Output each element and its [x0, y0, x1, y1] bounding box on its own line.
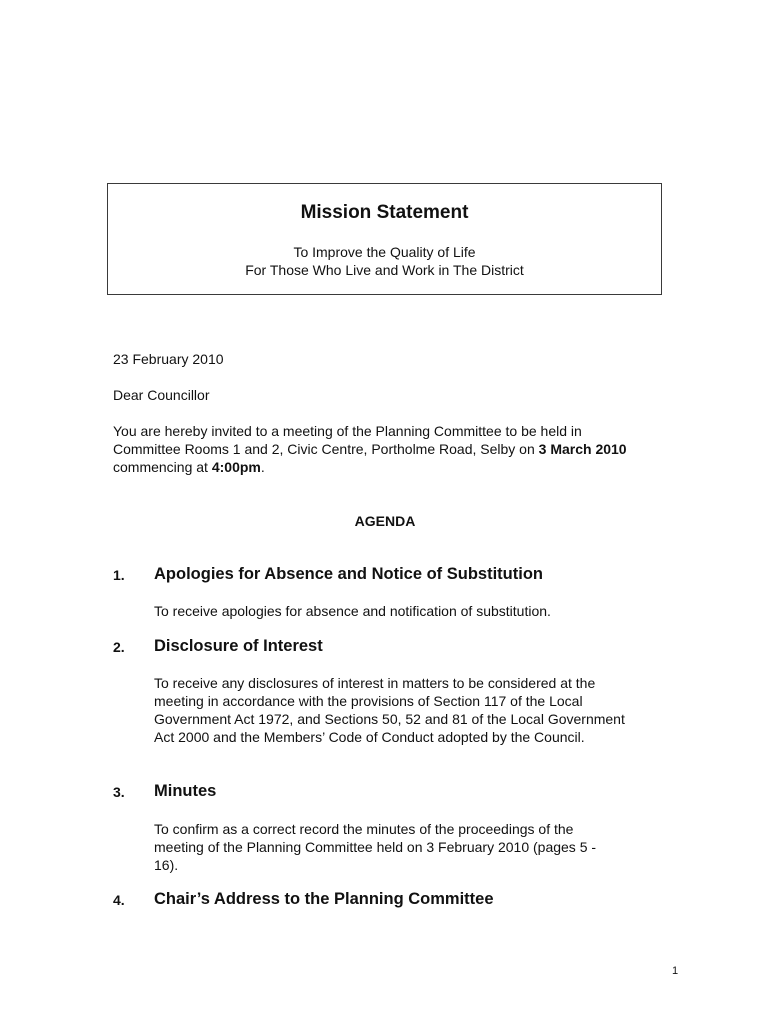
- meeting-time: 4:00pm: [211, 459, 261, 475]
- agenda-item-2-number: 2.: [113, 639, 125, 655]
- agenda-item-1-title: Apologies for Absence and Notice of Substitution: [154, 565, 543, 583]
- agenda-heading: AGENDA: [354, 513, 416, 529]
- agenda-item-4-number: 4.: [113, 892, 125, 908]
- letter-salutation: Dear Councillor: [113, 387, 210, 403]
- mission-statement-box: [107, 183, 662, 295]
- mission-statement-line-2: For Those Who Live and Work in The District: [245, 262, 524, 278]
- meeting-date: 3 March 2010: [538, 441, 627, 457]
- intro-text-2: commencing at: [113, 459, 212, 475]
- letter-date: 23 February 2010: [113, 351, 224, 367]
- agenda-item-1-number: 1.: [113, 567, 125, 583]
- agenda-item-3-number: 3.: [113, 784, 125, 800]
- agenda-item-2-body: To receive any disclosures of interest in matters to be considered at the meeting in accordance with the provisions of Section 117 of the Local Government Act 1972, and Sections 50, 52 and 81 of the Local Government Act 2000 and the Members’ Code of Conduct adopted by the Council.: [154, 675, 625, 745]
- intro-text-3: .: [260, 459, 265, 475]
- agenda-item-2-title: Disclosure of Interest: [154, 637, 323, 655]
- agenda-item-1-body: To receive apologies for absence and notification of substitution.: [154, 603, 551, 619]
- agenda-item-4-title: Chair’s Address to the Planning Committee: [154, 890, 494, 908]
- mission-statement-line-1: To Improve the Quality of Life: [293, 244, 476, 260]
- agenda-item-3-body: To confirm as a correct record the minutes of the proceedings of the meeting of the Planning Committee held on 3 February 2010 (pages 5 - 16).: [154, 821, 597, 873]
- mission-statement-title: Mission Statement: [300, 202, 469, 223]
- letter-intro: [113, 422, 653, 476]
- agenda-item-3-title: Minutes: [154, 782, 217, 800]
- intro-text-1: You are hereby invited to a meeting of the Planning Committee to be held in Committee Rooms 1 and 2, Civic Centre, Portholme Road, Selby on: [113, 423, 582, 457]
- page-number: 1: [672, 965, 679, 977]
